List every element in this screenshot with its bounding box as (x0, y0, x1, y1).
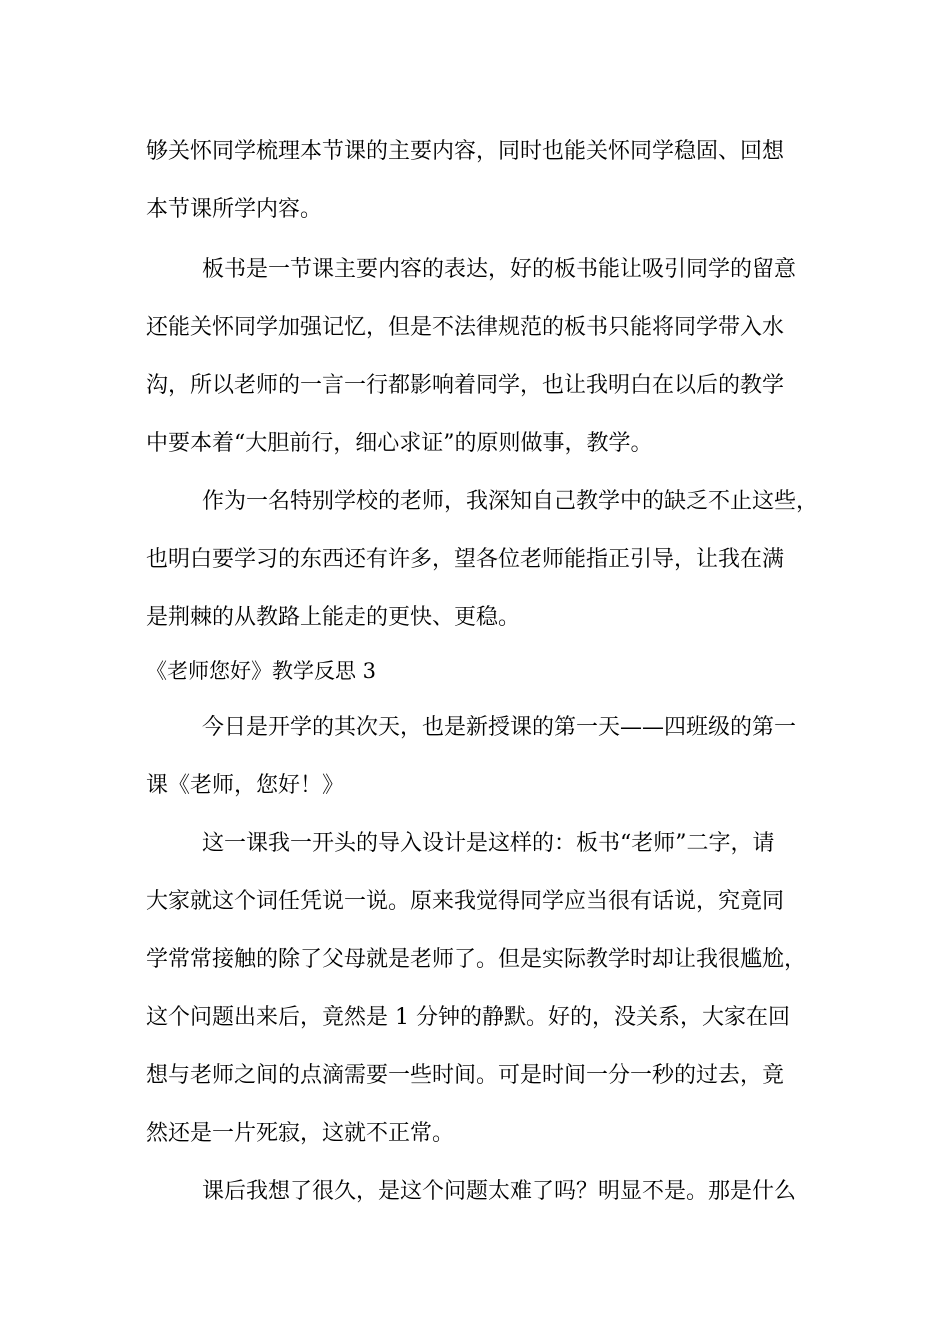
paragraph-line: 还能关怀同学加强记忆，但是不法律规范的板书只能将同学带入水 (146, 315, 785, 340)
paragraph-line: 今日是开学的其次天，也是新授课的第一天——四班级的第一 (202, 715, 797, 740)
paragraph-line: 本节课所学内容。 (146, 197, 323, 222)
paragraph-line: 这一课我一开头的导入设计是这样的：板书“老师”二字，请 (202, 831, 775, 856)
paragraph-line: 然还是一片死寂，这就不正常。 (146, 1121, 455, 1146)
paragraph-line: 大家就这个词任凭说一说。原来我觉得同学应当很有话说，究竟同 (146, 889, 785, 914)
paragraph-line: 想与老师之间的点滴需要一些时间。可是时间一分一秒的过去，竟 (146, 1063, 785, 1088)
paragraph-line: 中要本着“大胆前行，细心求证”的原则做事，教学。 (146, 431, 653, 456)
paragraph-line: 也明白要学习的东西还有许多，望各位老师能指正引导，让我在满 (146, 547, 785, 572)
paragraph-line: 学常常接触的除了父母就是老师了。但是实际教学时却让我很尴尬， (146, 947, 807, 972)
paragraph-line: 课《老师，您好！》 (146, 773, 345, 798)
paragraph-line: 这个问题出来后，竟然是 1 分钟的静默。好的，没关系，大家在回 (146, 1005, 790, 1030)
section-heading: 《老师您好》教学反思 3 (146, 659, 377, 683)
paragraph-line: 课后我想了很久，是这个问题太难了吗？明显不是。那是什么 (202, 1179, 797, 1204)
paragraph-line: 够关怀同学梳理本节课的主要内容，同时也能关怀同学稳固、回想 (146, 139, 785, 164)
paragraph-line: 沟，所以老师的一言一行都影响着同学，也让我明白在以后的教学 (146, 373, 785, 398)
paragraph-line: 板书是一节课主要内容的表达，好的板书能让吸引同学的留意 (202, 257, 797, 282)
paragraph-line: 是荆棘的从教路上能走的更快、更稳。 (146, 605, 521, 630)
paragraph-line: 作为一名特别学校的老师，我深知自己教学中的缺乏不止这些， (202, 489, 819, 514)
